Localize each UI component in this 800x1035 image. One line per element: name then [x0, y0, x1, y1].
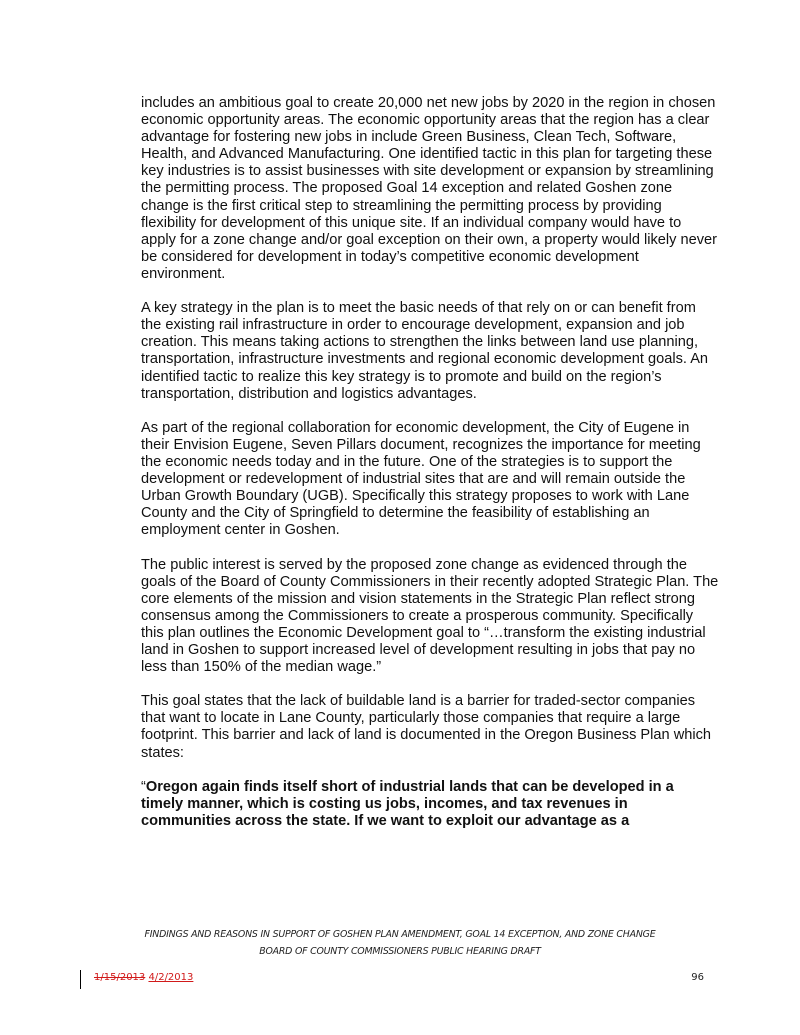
block-quote-oregon-business-plan — [141, 779, 719, 830]
document-body — [141, 95, 719, 847]
paragraph-economic-goal: includes an ambitious goal to create 20,000 net new jobs by 2020 in the region in chosen economic opportunity areas. The economic opportunity areas that the region has a clear advantage for fostering new jobs in include Green Business, Clean Tech, Software, Health, and Advanced Manufacturing. One identified tactic in this plan for targeting these key industries is to assist businesses with site development or expansion by streamlining the permitting process. The proposed Goal 14 exception and related Goshen zone change is the first critical step to streamlining the permitting process by providing flexibility for development of this unique site. If an individual company would have to apply for a zone change and/or goal exception on their own, a property would likely never be considered for development in today’s competitive economic development environment. — [141, 95, 717, 282]
paragraph-buildable-land: This goal states that the lack of buildable land is a barrier for traded-sector companies that want to locate in Lane County, particularly those companies that require a large footprint. This barrier and lack of land is documented in the Oregon Business Plan which states: — [141, 693, 712, 761]
paragraph-envision-eugene: As part of the regional collaboration for economic development, the City of Eugene in their Envision Eugene, Seven Pillars document, recognizes the importance for meeting the economic needs today and in the future. One of the strategies is to support the development or redevelopment of industrial sites that are and will remain outside the Urban Growth Boundary (UGB). Specifically this strategy proposes to work with Lane County and the City of Springfield to determine the feasibility of establishing an employment center in Goshen. — [141, 419, 701, 539]
paragraph-public-interest: The public interest is served by the proposed zone change as evidenced through the goals of the Board of County Commissioners in their recently adopted Strategic Plan. The core elements of the mission and vision statements in the Strategic Plan reflect strong consensus among the Commissioners to create a prosperous community. Specifically this plan outlines the Economic Development goal to “…transform the existing industrial land in Goshen to support increased level of development resulting in jobs that pay no less than 150% of the median wage.” — [141, 556, 719, 676]
revision-change-bar — [80, 970, 81, 989]
footer-title — [60, 926, 740, 960]
deleted-date: 1/15/2013 — [94, 972, 146, 983]
footer-title-line-1: FINDINGS AND REASONS IN SUPPORT OF GOSHEN PLAN AMENDMENT, GOAL 14 EXCEPTION, AND ZONE CHANGE — [144, 929, 656, 940]
paragraph-rail-strategy: A key strategy in the plan is to meet the basic needs of that rely on or can benefit from the existing rail infrastructure in order to encourage development, expansion and job creation. This means taking actions to strengthen the links between land use planning, transportation, infrastructure investments and regional economic development goals. An identified tactic to realize this key strategy is to promote and build on the region’s transportation, distribution and logistics advantages. — [141, 300, 709, 402]
page-number: 96 — [691, 972, 704, 983]
footer-title-line-2: BOARD OF COUNTY COMMISSIONERS PUBLIC HEARING DRAFT — [259, 946, 541, 957]
footer-revision-date — [94, 972, 193, 983]
inserted-date: 4/2/2013 — [148, 972, 194, 983]
quote-text: Oregon again finds itself short of industrial lands that can be developed in a timely manner, which is costing us jobs, incomes, and tax revenues in communities across the state. If we want to exploit our advantage as a — [141, 778, 674, 829]
quote-open-mark: “ — [141, 778, 146, 795]
